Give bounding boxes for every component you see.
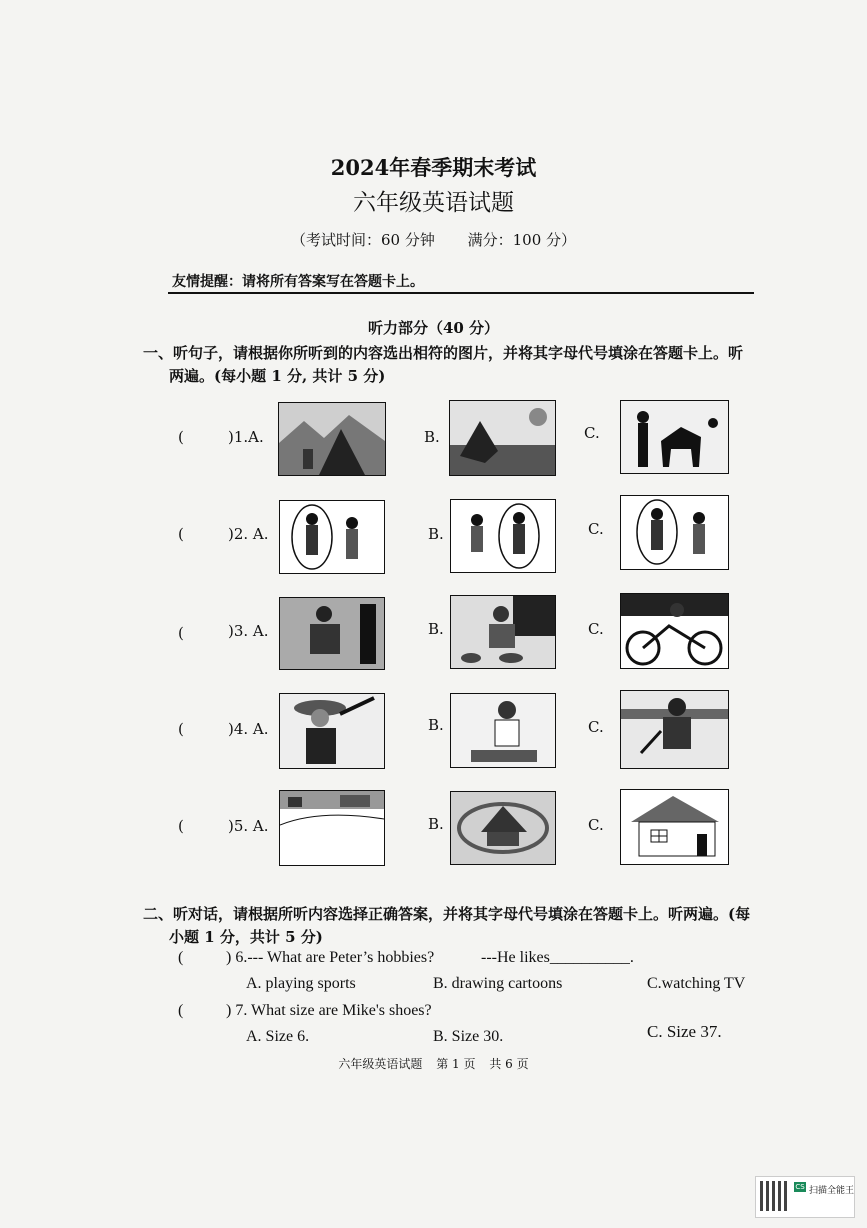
q3-picture-c[interactable] xyxy=(620,593,729,669)
q3-option-c-label: C. xyxy=(588,620,604,638)
q1-paren: ( xyxy=(178,428,184,446)
q1-picture-a[interactable] xyxy=(278,402,386,476)
q6-answer-blank: ---He likes__________. xyxy=(481,949,634,966)
q5-label: )5. A. xyxy=(228,817,269,835)
q5-option-b-label: B. xyxy=(428,815,444,833)
part2-instruction-line2: 小题 1 分，共计 5 分) xyxy=(169,928,323,946)
q2-option-c-label: C. xyxy=(588,520,604,538)
q3-label: )3. A. xyxy=(228,622,269,640)
q2-label: )2. A. xyxy=(228,525,269,543)
q6-option-b: B. drawing cartoons xyxy=(433,975,563,992)
q3-paren: ( xyxy=(178,624,184,642)
part1-instruction-line2: 两遍。(每小题 1 分, 共计 5 分) xyxy=(169,367,386,385)
q1-option-c-label: C. xyxy=(584,424,600,442)
q4-paren: ( xyxy=(178,720,184,738)
exam-title: 2024年春季期末考试 xyxy=(330,155,537,180)
q7-option-c: C. Size 37. xyxy=(647,1022,722,1041)
q7-option-a: A. Size 6. xyxy=(246,1028,310,1045)
q7-option-b: B. Size 30. xyxy=(433,1028,504,1045)
part2-instruction-line1: 二、听对话，请根据所听内容选择正确答案，并将其字母代号填涂在答题卡上。听两遍。(每 xyxy=(143,905,751,923)
q7-stem: ) 7. What size are Mike's shoes? xyxy=(226,1002,432,1019)
exam-time: （考试时间：60 分钟 xyxy=(290,231,435,249)
q2-picture-a[interactable] xyxy=(279,500,385,574)
footer-page: 第 1 页 xyxy=(436,1057,476,1071)
q2-paren: ( xyxy=(178,525,184,543)
q3-option-b-label: B. xyxy=(428,620,444,638)
part1-instruction xyxy=(143,342,743,388)
q4-picture-b[interactable] xyxy=(450,693,556,768)
q4-label: )4. A. xyxy=(228,720,269,738)
footer-subject: 六年级英语试题 xyxy=(338,1057,423,1071)
q5-picture-b[interactable] xyxy=(450,791,556,865)
q6-option-a: A. playing sports xyxy=(246,975,356,992)
friendly-tip: 友情提醒：请将所有答案写在答题卡上。 xyxy=(172,274,424,290)
q3-picture-b[interactable] xyxy=(450,595,556,669)
q7-paren: ( xyxy=(178,1002,184,1019)
q2-picture-b[interactable] xyxy=(450,499,556,573)
divider xyxy=(168,292,754,294)
footer-total: 共 6 页 xyxy=(489,1057,529,1071)
q4-picture-c[interactable] xyxy=(620,690,729,769)
q3-picture-a[interactable] xyxy=(279,597,385,670)
q2-picture-c[interactable] xyxy=(620,495,729,570)
part2-instruction xyxy=(143,903,750,949)
q6-paren: ( xyxy=(178,949,184,966)
part1-instruction-line1: 一、听句子，请根据你所听到的内容选出相符的图片，并将其字母代号填涂在答题卡上。听 xyxy=(143,344,744,362)
q1-option-b-label: B. xyxy=(424,428,440,446)
q5-option-c-label: C. xyxy=(588,816,604,834)
listening-section-title: 听力部分（40 分） xyxy=(367,319,500,337)
q1-picture-b[interactable] xyxy=(449,400,556,476)
camscanner-logo-icon: CS xyxy=(795,1183,805,1191)
q5-paren: ( xyxy=(178,817,184,835)
exam-score: 满分：100 分） xyxy=(467,231,577,249)
q5-picture-c[interactable] xyxy=(620,789,729,865)
q6-stem: ) 6.--- What are Peter’s hobbies? xyxy=(226,949,435,966)
exam-subtitle: 六年级英语试题 xyxy=(353,190,514,216)
scanner-app-name: 扫描全能王 xyxy=(809,1186,855,1196)
q1-label: )1.A. xyxy=(228,428,264,446)
q1-picture-c[interactable] xyxy=(620,400,729,474)
q4-option-b-label: B. xyxy=(428,716,444,734)
exam-info xyxy=(0,229,867,250)
page-footer xyxy=(0,1055,867,1072)
q5-picture-a[interactable] xyxy=(279,790,385,866)
scanner-badge xyxy=(755,1176,855,1218)
q2-option-b-label: B. xyxy=(428,525,444,543)
qr-code-icon xyxy=(760,1181,790,1211)
q4-picture-a[interactable] xyxy=(279,693,385,769)
q4-option-c-label: C. xyxy=(588,718,604,736)
q6-option-c: C.watching TV xyxy=(647,975,746,992)
